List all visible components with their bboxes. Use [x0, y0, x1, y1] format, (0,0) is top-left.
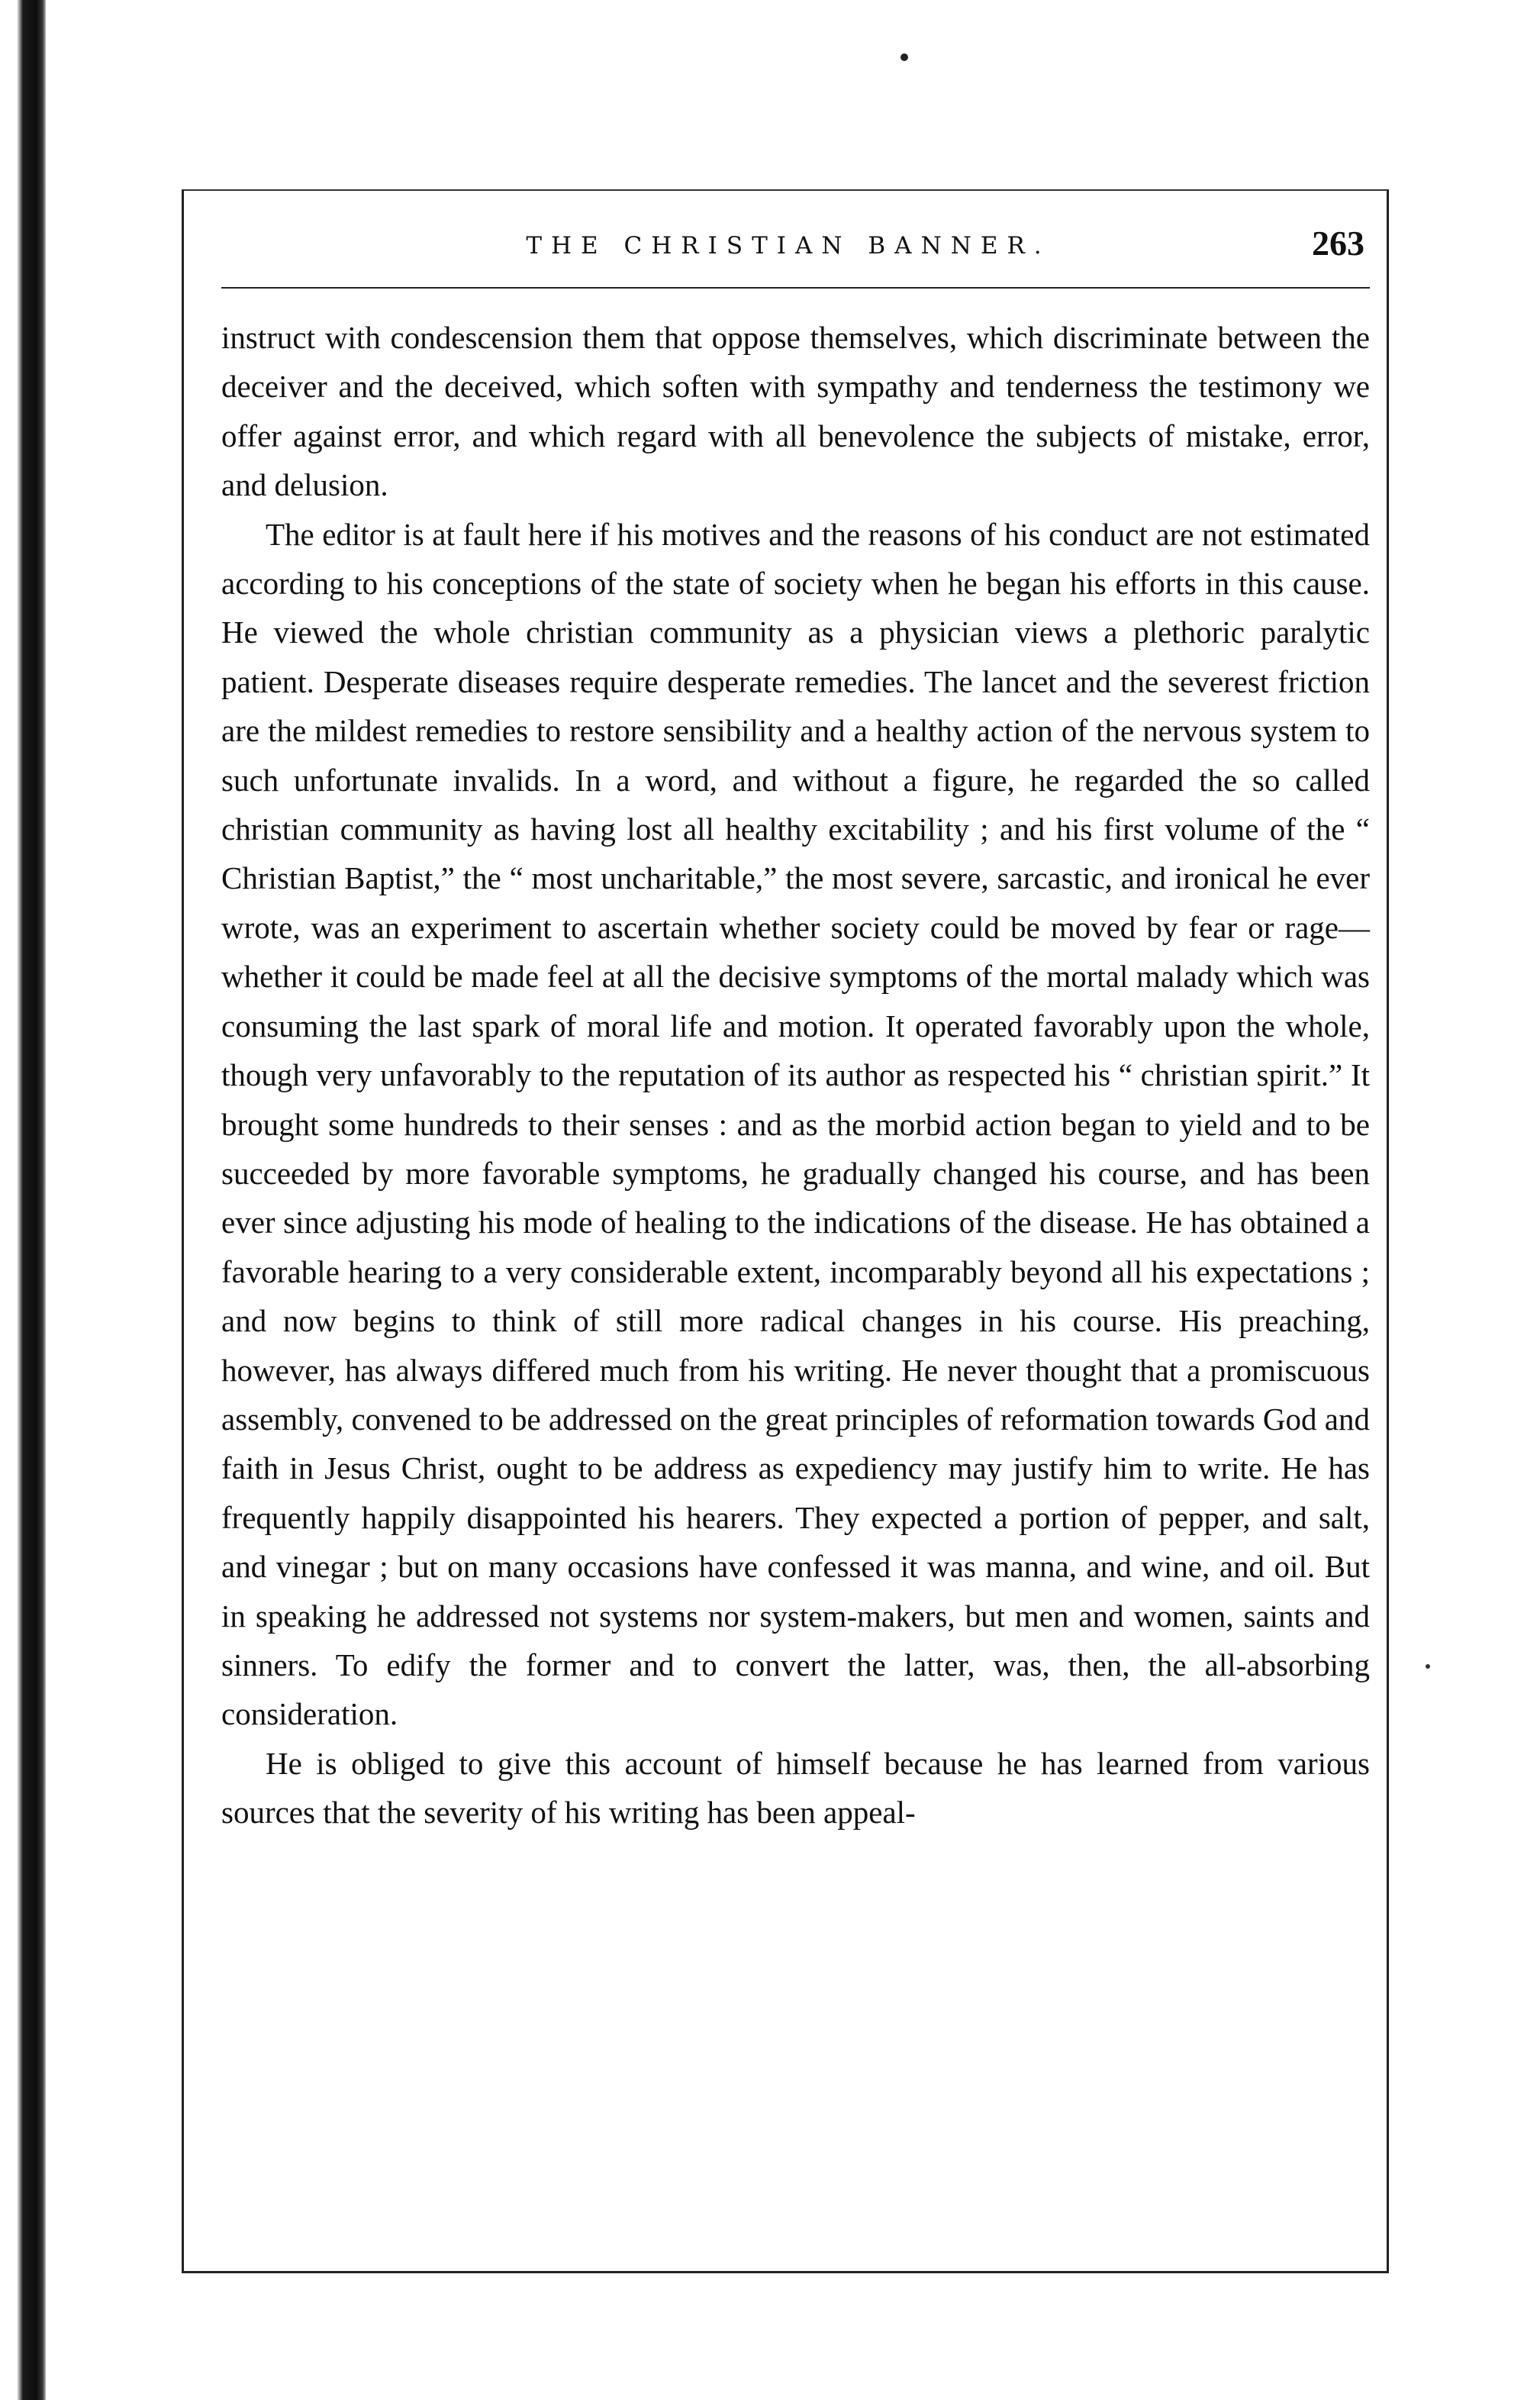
- ink-speck: [1426, 1664, 1430, 1669]
- paragraph: The editor is at fault here if his motives and the reasons of his conduct are not estimated according to his conceptions of the state of society when he began his efforts in this cause. He viewed the whole christian community as a physician views a plethoric paralytic patient. Desperate diseases require desperate remedies. The lancet and the severest friction are the mildest remedies to restore sensibility and a healthy action of the nervous system to such unfortunate invalids. In a word, and without a figure, he regarded the so called christian community as having lost all healthy excitability ; and his first volume of the “ Christian Baptist,” the “ most uncharitable,” the most severe, sarcastic, and ironical he ever wrote, was an experiment to ascertain whether society could be moved by fear or rage—whether it could be made feel at all the decisive symptoms of the mortal malady which was consuming the last spark of moral life and motion. It operated favorably upon the whole, though very unfavorably to the reputation of its author as respected his “ christian spirit.” It brought some hundreds to their senses : and as the morbid action began to yield and to be succeeded by more favorable symptoms, he gradually changed his course, and has been ever since adjusting his mode of healing to the indications of the disease. He has obtained a favorable hearing to a very considerable extent, incomparably beyond all his expectations ; and now begins to think of still more radical changes in his course. His preaching, however, has always differed much from his writing. He never thought that a promiscuous assembly, convened to be addressed on the great principles of reformation towards God and faith in Jesus Christ, ought to be address as expediency may justify him to write. He has frequently happily disappointed his hearers. They expected a portion of pepper, and salt, and vinegar ; but on many occasions have confessed it was manna, and wine, and oil. But in speaking he addressed not systems nor system-makers, but men and women, saints and sinners. To edify the former and to convert the latter, was, then, the all-absorbing consideration.: [221, 516, 1370, 1732]
- binding-edge: [0, 0, 46, 2400]
- running-head: [212, 221, 1364, 275]
- body-text: [221, 313, 1370, 1837]
- page-number: 263: [1312, 224, 1364, 263]
- paragraph: instruct with condescension them that oppose themselves, which discriminate between the deceiver and the deceived, which soften with sympathy and tenderness the testimony we offer against error, and which regard with all benevolence the subjects of mistake, error, and delusion.: [221, 320, 1370, 503]
- ink-speck: [900, 53, 908, 61]
- paragraph: He is obliged to give this account of himself because he has learned from various sources that the severity of his writing has been appeal-: [221, 1745, 1370, 1831]
- running-title: THE CHRISTIAN BANNER.: [526, 232, 1051, 260]
- header-rule: [221, 287, 1370, 289]
